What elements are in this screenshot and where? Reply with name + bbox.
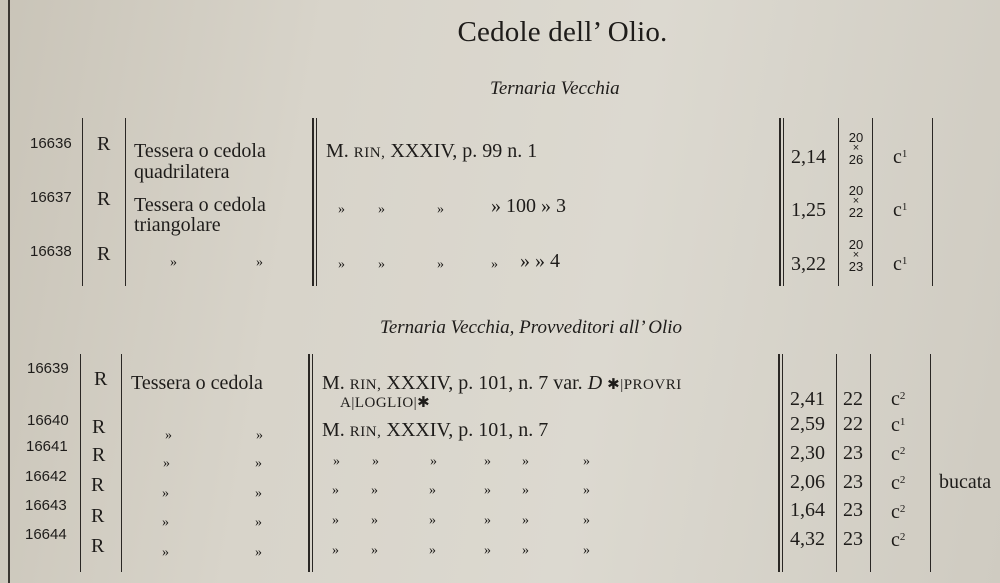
condition-grade: 2 [899,531,906,543]
ditto-mark: » [522,454,529,469]
dimensions [841,185,871,218]
weight: 2,06 [790,471,825,493]
reference-author: M. [326,140,349,162]
ditto-mark: » [255,456,262,471]
ditto-mark: » [430,454,437,469]
ditto-mark: » [429,513,436,528]
condition [891,498,905,523]
ditto-mark: » [437,257,444,272]
size: 23 [843,442,863,464]
catalog-number: 16643 [25,497,67,514]
dimension-times: × [852,142,860,154]
dimension-times: × [852,195,860,207]
column-rule [80,354,81,572]
ditto-mark: » [371,513,378,528]
catalog-number: 16638 [30,243,72,260]
ditto-mark: » [484,483,491,498]
condition-letter: c [891,388,900,410]
dimensions [841,239,871,272]
condition-letter: c [891,443,900,465]
dimension-b: 23 [848,259,864,274]
ditto-mark: » [583,543,590,558]
column-rule [870,354,871,572]
reference-journal: RIN, [349,377,382,393]
size: 23 [843,471,863,493]
reference-side: D [587,372,603,394]
condition-letter: c [891,472,900,494]
reference-author: M. [322,419,345,441]
weight: 1,25 [791,199,826,221]
condition [891,385,905,410]
ditto-mark: » [522,543,529,558]
condition-grade: 2 [899,390,906,402]
ditto-mark: » [522,483,529,498]
ditto-mark: » [162,545,169,560]
ditto-mark: » [372,454,379,469]
column-rule [783,118,784,286]
size: 23 [843,528,863,550]
catalog-number: 16639 [27,360,69,377]
catalog-number: 16640 [27,412,69,429]
rarity: R [94,368,108,390]
condition [891,469,905,494]
catalog-number: 16636 [30,135,72,152]
catalog-number: 16644 [25,526,67,543]
column-rule [82,118,83,286]
dimension-b: 26 [848,152,864,167]
ditto-mark: » [256,428,263,443]
reference-journal: RIN, [349,424,382,440]
column-rule [932,118,933,286]
condition-letter: c [891,414,900,436]
weight: 3,22 [791,253,826,275]
reference-author: M. [322,372,345,394]
description: Tessera o cedola [134,140,266,162]
condition [893,196,907,221]
condition [891,411,905,436]
reference-detail: » » 4 [520,250,560,272]
ditto-mark: » [429,543,436,558]
ditto-mark: » [256,255,263,270]
column-rule [838,118,839,286]
dimension-a: 20 [848,237,864,252]
column-rule [312,354,313,572]
ditto-mark: » [162,515,169,530]
condition-grade: 1 [901,148,908,160]
ditto-mark: » [583,513,590,528]
ditto-mark: » [333,454,340,469]
column-rule [778,354,780,572]
reference-legend-continued: A|LOGLIO|✱ [340,395,431,411]
ditto-mark: » [484,454,491,469]
page-edge [8,0,10,583]
reference [326,140,537,164]
section-heading-ternaria-vecchia: Ternaria Vecchia [490,78,620,99]
weight: 2,41 [790,388,825,410]
dimension-b: 22 [848,205,864,220]
reference [322,419,548,443]
reference-detail: XXXIV, p. 101, n. 7 var. [386,372,583,394]
ditto-mark: » [484,513,491,528]
column-rule [836,354,837,572]
ditto-mark: » [429,483,436,498]
rarity: R [91,474,105,496]
ditto-mark: » [170,255,177,270]
column-rule [316,118,317,286]
condition-grade: 2 [899,474,906,486]
column-rule [121,354,122,572]
condition [891,440,905,465]
condition [893,143,907,168]
weight: 2,30 [790,442,825,464]
ditto-mark: » [255,486,262,501]
ditto-mark: » [162,486,169,501]
reference-detail: » 100 » 3 [491,195,566,217]
condition-letter: c [891,501,900,523]
column-rule [782,354,783,572]
page-title: Cedole dell’ Olio. [457,16,668,48]
ditto-mark: » [371,483,378,498]
condition-grade: 1 [901,255,908,267]
ditto-mark: » [338,257,345,272]
description-continued: triangolare [134,214,221,236]
description: Tessera o cedola [134,194,266,216]
dimension-a: 20 [848,183,864,198]
rarity: R [97,188,111,210]
condition-grade: 1 [901,201,908,213]
rarity: R [97,243,111,265]
column-rule [930,354,931,572]
condition-letter: c [893,253,902,275]
ditto-mark: » [378,202,385,217]
ditto-mark: » [491,257,498,272]
ditto-mark: » [332,513,339,528]
catalog-number: 16637 [30,189,72,206]
ditto-mark: » [522,513,529,528]
column-rule [779,118,781,286]
dimension-times: × [852,249,860,261]
condition-grade: 2 [899,445,906,457]
ditto-mark: » [163,456,170,471]
note: bucata [939,471,992,493]
condition-letter: c [891,529,900,551]
weight: 2,59 [790,413,825,435]
rarity: R [91,535,105,557]
condition [893,250,907,275]
rarity: R [92,444,106,466]
section-heading-provveditori: Ternaria Vecchia, Provveditori all’ Olio [380,317,683,338]
description-continued: quadrilatera [134,161,230,183]
ditto-mark: » [371,543,378,558]
ditto-mark: » [332,543,339,558]
condition-letter: c [893,199,902,221]
size: 22 [843,388,863,410]
description: Tessera o cedola [131,372,263,394]
ditto-mark: » [583,483,590,498]
reference-legend: ✱|PROVRI [607,377,682,393]
weight: 2,14 [791,146,826,168]
ditto-mark: » [583,454,590,469]
ditto-mark: » [338,202,345,217]
catalog-number: 16642 [25,468,67,485]
reference-detail: XXXIV, p. 101, n. 7 [386,419,549,441]
rarity: R [97,133,111,155]
column-rule [308,354,310,572]
weight: 1,64 [790,499,825,521]
ditto-mark: » [484,543,491,558]
condition-grade: 2 [899,503,906,515]
rarity: R [91,505,105,527]
weight: 4,32 [790,528,825,550]
dimension-a: 20 [848,130,864,145]
column-rule [125,118,126,286]
dimensions [841,132,871,165]
size: 22 [843,413,863,435]
ditto-mark: » [165,428,172,443]
size: 23 [843,499,863,521]
condition-letter: c [893,146,902,168]
column-rule [312,118,314,286]
condition [891,526,905,551]
ditto-mark: » [378,257,385,272]
condition-grade: 1 [899,416,906,428]
ditto-mark: » [255,545,262,560]
ditto-mark: » [255,515,262,530]
rarity: R [92,416,106,438]
reference-journal: RIN, [353,145,386,161]
ditto-mark: » [332,483,339,498]
catalog-number: 16641 [26,438,68,455]
ditto-mark: » [437,202,444,217]
column-rule [872,118,873,286]
reference-detail: XXXIV, p. 99 n. 1 [390,140,538,162]
